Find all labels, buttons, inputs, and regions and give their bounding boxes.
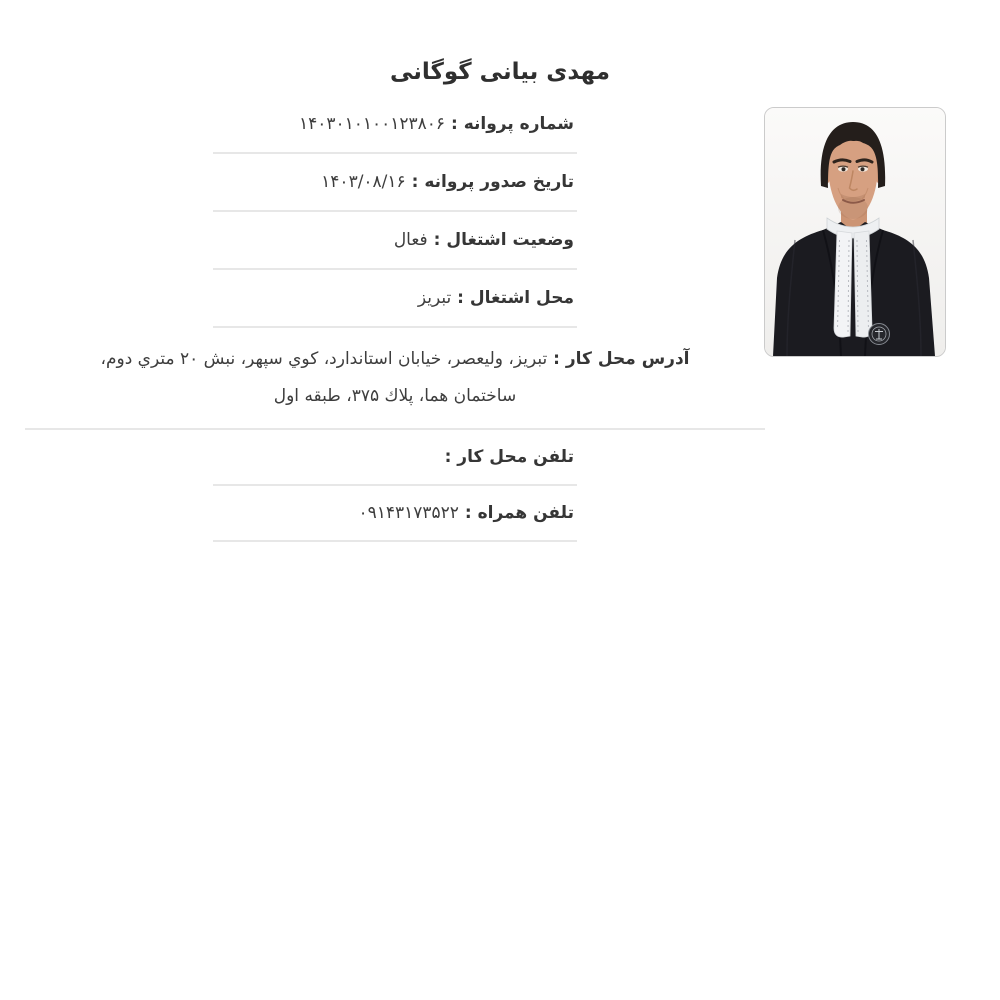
lawyer-photo xyxy=(764,107,946,357)
label-separator: : xyxy=(445,114,464,134)
field-value: ۱۴۰۳/۰۸/۱۶ xyxy=(321,172,406,192)
label-separator: : xyxy=(427,230,447,250)
profile-fields xyxy=(100,96,690,542)
bar-association-badge xyxy=(869,324,890,345)
field-label: وضعیت اشتغال xyxy=(446,230,574,250)
row-employment-status xyxy=(213,212,577,270)
field-label: شماره پروانه xyxy=(463,114,574,134)
field-value: ۱۴۰۳۰۱۰۱۰۰۱۲۳۸۰۶ xyxy=(298,114,446,134)
label-separator: : xyxy=(547,349,566,369)
field-value: تبریز xyxy=(417,288,452,308)
field-label: آدرس محل کار xyxy=(565,349,690,369)
field-label: تلفن محل کار xyxy=(457,447,574,467)
label-separator: : xyxy=(451,288,470,308)
page-title: مهدی بیانی گوگانی xyxy=(389,59,611,85)
label-separator: : xyxy=(405,172,425,192)
row-issue-date xyxy=(213,154,577,212)
portrait-illustration xyxy=(765,108,945,356)
label-separator: : xyxy=(458,503,478,523)
field-value: ۰۹۱۴۳۱۷۳۵۲۲ xyxy=(358,503,459,523)
field-value: فعال xyxy=(393,230,428,250)
row-license-number xyxy=(213,96,577,154)
row-mobile-phone xyxy=(213,486,577,542)
row-work-address xyxy=(25,328,765,430)
field-label: محل اشتغال xyxy=(469,288,574,308)
field-value-line2: ساختمان هما، پلاك ۳۷۵، طبقه اول xyxy=(273,386,517,406)
field-label: تاریخ صدور پروانه xyxy=(424,172,574,192)
field-label: تلفن همراه xyxy=(477,503,574,523)
row-work-phone xyxy=(213,430,577,486)
row-employment-city xyxy=(213,270,577,328)
field-value: تبریز، ولیعصر، خیابان استاندارد، کوي سپهر، نبش ۲۰ متري دوم، xyxy=(100,349,548,369)
label-separator: : xyxy=(444,447,458,467)
